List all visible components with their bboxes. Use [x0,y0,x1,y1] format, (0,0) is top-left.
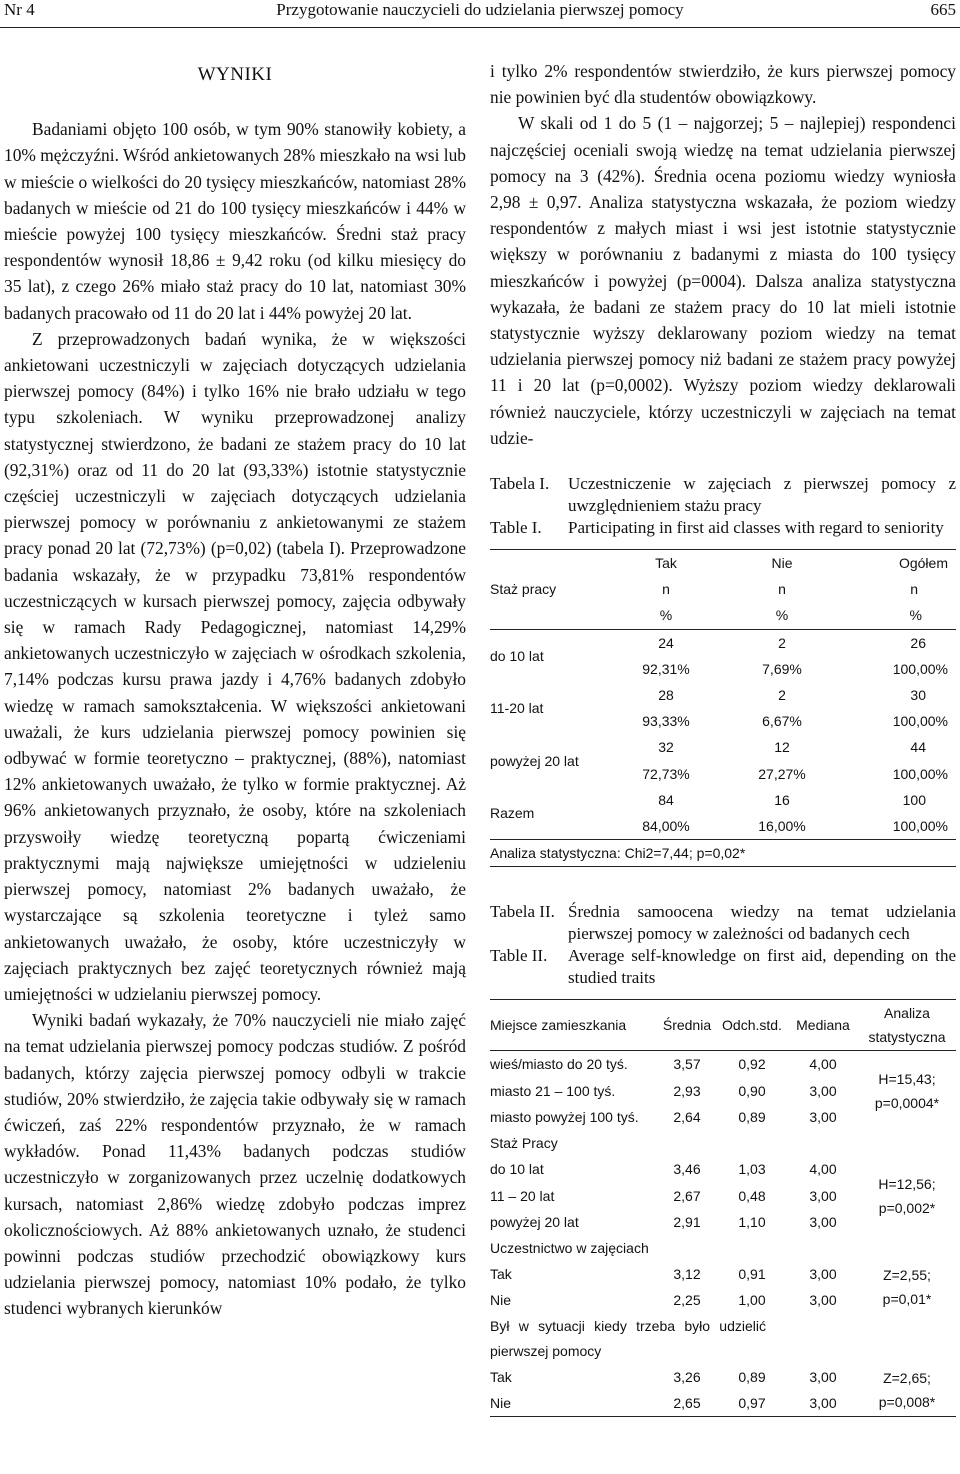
table-cell: miasto 21 – 100 tyś. [490,1082,616,1099]
table-cell: n [910,581,918,598]
stat-value: H=15,43; [878,1070,936,1087]
caption-label: Table I. [490,518,542,538]
row-label: 11-20 lat [490,700,544,717]
table2-body [490,1051,956,1416]
table-cell: n [778,581,786,598]
col-header: Średnia [662,1017,712,1034]
paragraph: i tylko 2% respondentów stwierdziło, że kurs pierwszej pomocy nie powinien być dla studentów obowiązkowy. [490,61,956,108]
caption-text: Średnia samoocena wiedzy na temat udzielania pierwszej pomocy w zależności od badanych cech [568,902,956,944]
table-cell: 2,65 [673,1394,701,1411]
table-cell: powyżej 20 lat [490,1213,579,1230]
header-rule [0,27,960,28]
stat-cell [858,1364,956,1417]
col-header: Tak [655,555,677,572]
table-cell: 44 [910,739,926,756]
table-cell: 26 [910,634,926,651]
left-column [4,62,466,1322]
caption-label: Table II. [490,946,548,966]
table-cell: 2,25 [673,1292,701,1309]
table-row [490,1364,956,1390]
table-cell: 4,00 [809,1056,837,1073]
table-cell: 3,00 [809,1368,837,1385]
table-row [490,629,956,656]
table-cell: 84,00% [642,818,690,835]
col-header: Nie [771,555,793,572]
table-cell: 0,48 [738,1187,766,1204]
table-cell: 6,67% [762,713,802,730]
table-cell: 7,69% [762,660,802,677]
col-header: Mediana [796,1017,850,1034]
table-cell: 84 [658,791,674,808]
stat-cell [858,1156,956,1235]
table-cell: 4,00 [809,1161,837,1178]
table-cell: 3,57 [673,1056,701,1073]
table-cell: 30 [910,687,926,704]
table-cell: wieś/miasto do 20 tyś. [490,1056,628,1073]
table-cell: 100,00% [892,660,948,677]
table-row [490,1051,956,1078]
stat-pvalue: p=0,01* [882,1291,932,1308]
stat-pvalue: p=0,0004* [874,1094,940,1111]
table-cell: 3,00 [809,1082,837,1099]
stat-cell [858,1051,956,1130]
col-header: Ogółem [898,555,948,572]
table-cell: 3,00 [809,1394,837,1411]
table-cell: 100 [902,791,926,808]
table-cell: 100,00% [892,818,948,835]
table-cell: 11 – 20 lat [490,1187,555,1204]
group-title: Uczestnictwo w zajęciach [490,1239,649,1256]
table-cell: % [909,607,922,624]
table-cell: Tak [490,1368,512,1385]
table-cell: 1,00 [738,1292,766,1309]
paragraph: Z przeprowadzonych badań wynika, że w większości ankietowani uczestniczyli w zajęciach dotyczących udzielania pierwszej pomocy (84%) i tylko 16% nie brało udziału w tego typu szkoleniach. W wyniku przeprowadzonej analizy statystycznej stwierdzono, że badani ze stażem pracy do 10 lat (92,31%) oraz od 11 do 20 lat (93,33%) istotnie statystycznie częściej uczestniczyli w zajęciach dotyczących udzielania pierwszej pomocy w porównaniu z ankietowanymi ze stażem pracy ponad 20 lat (72,73%) (p=0,02) (tabela I). Przeprowadzone badania wskazały, że w przypadku 73,81% respondentów uczestniczących w kursach pierwszej pomocy, zajęcia odbywały się w ramach Rady Pedagogicznej, natomiast 14,29% ankietowanych uczestniczyło w zajęciach w ośrodkach szkolenia, 7,14% podczas kursu prawa jazdy i 4,76% badanych zdobyło wiedzę w ramach samokształcenia. W większości ankietowani uważali, że kurs udzielania pierwszej pomocy powinien się odbywać w formie teoretyczno – praktycznej, (88%), natomiast 12% ankietowanych uważało, że tylko w formie praktycznej. Aż 96% ankietowanych przyznało, że osoby, które na szkoleniach przyswoiły wiedzę teoretyczną popartą ćwiczeniami praktycznymi mają największe umiejętności w udzieleniu pierwszej pomocy, natomiast 2% badanych uważało, że wystarczające są szkolenia teoretyczne i tyleż samo ankietowanych uważało, że osoby, które uczestniczyły w zajęciach praktycznych bez zajęć teoretycznych również mają umiejętności w udzielaniu pierwszej pomocy. [4,328,466,1004]
table-row [490,734,956,760]
table-row [490,1156,956,1182]
row-label: powyżej 20 lat [490,752,579,769]
col-header: Analiza statystyczna [868,1005,946,1046]
empty-cell [858,1235,956,1261]
table1-caption [490,473,956,539]
table-cell: 12 [774,739,790,756]
empty-cell [858,1130,956,1156]
table-cell: % [775,607,789,624]
table-cell: 3,00 [809,1266,837,1283]
table-cell: Nie [490,1394,512,1411]
table-cell: 72,73% [642,765,690,782]
table-cell: 2,91 [673,1213,701,1230]
stat-cell [858,1261,956,1313]
table-cell: Nie [490,1292,512,1309]
table-row [490,787,956,813]
stat-value: H=12,56; [878,1175,936,1192]
col-header: Odch.std. [722,1017,782,1034]
stat-pvalue: p=0,008* [878,1393,936,1410]
table-cell: 0,91 [738,1266,766,1283]
table-cell: 2 [778,687,786,704]
table-cell: 1,10 [738,1213,766,1230]
table-cell: 28 [658,687,674,704]
table2-caption [490,901,956,989]
right-column [490,58,956,1417]
group-title-row [490,1314,956,1364]
table-cell: 0,90 [738,1082,766,1099]
paragraph: Wyniki badań wykazały, że 70% nauczycieli nie miało zajęć na temat udzielania pierwszej pomocy podczas studiów. Z pośród badanych, którzy zajęcia pierwszej pomocy odbyli w trakcie studiów, 20% stwierdziło, że zajęcia takie odbywały się w ramach ćwiczeń, zaś 22% respondentów przyznało, że w ramach wykładów. Ponad 11,43% badanych podczas studiów uczestniczyło w zorganizowanych przez uczelnię dodatkowych kursach, natomiast 2,86% wiedzę zdobyło podczas imprez okolicznościowych. Aż 88% ankietowanych uznało, że studenci powinni podczas studiów przechodzić obowiązkowy kurs udzielania pierwszej pomocy, natomiast 10% podało, że tylko studenci wybranych kierunków [4,1010,466,1319]
table2 [490,999,956,1416]
table-cell: 0,89 [738,1108,766,1125]
col-header: Miejsce zamieszkania [490,1017,627,1034]
row-label: Razem [490,804,535,821]
group-title-row [490,1130,956,1156]
stat-value: Z=2,55; [883,1267,931,1284]
table-cell: miasto powyżej 100 tyś. [490,1108,639,1125]
table1 [490,549,956,867]
table-cell: 100,00% [892,713,948,730]
table-cell: 24 [658,634,674,651]
caption-text: Participating in first aid classes with regard to seniority [568,518,944,538]
table-cell: 2,64 [673,1108,701,1125]
row-header: Staż pracy [490,581,557,598]
table-cell: do 10 lat [490,1161,544,1178]
group-title: Staż Pracy [490,1135,558,1152]
table-cell: 3,00 [809,1187,837,1204]
table-row [490,1261,956,1287]
issue-number: Nr 4 [4,0,35,19]
group-title-row [490,1235,956,1261]
page-header [0,0,960,24]
table-cell: 0,89 [738,1368,766,1385]
table-cell: 3,26 [673,1368,701,1385]
paragraph: W skali od 1 do 5 (1 – najgorzej; 5 – najlepiej) respondenci najczęściej oceniali swoją wiedzę na temat udzielania pierwszej pomocy na 3 (42%). Średnia ocena poziomu wiedzy wyniosła 2,98 ± 0,97. Analiza statystyczna wskazała, że poziom wiedzy respondentów z małych miast i wsi jest istotnie statystycznie większy w porównaniu z badanymi z miasta do 100 tysięcy mieszkańców i powyżej (p=0004). Dalsza analiza statystyczna wykazała, że badani ze stażem pracy do 10 lat mieli istotnie statystycznie wyższy deklarowany poziom wiedzy na temat udzielania pierwszej pomocy niż badani ze stażem pracy powyżej 11 i 20 lat (p=0,0002). Wyższy poziom wiedzy deklarowali również nauczyciele, którzy uczestniczyli w zajęciach na temat udzie- [490,113,956,448]
table-cell: 3,12 [673,1266,701,1283]
page-number: 665 [930,0,956,19]
table-cell: 3,00 [809,1213,837,1230]
table-cell: 32 [658,739,674,756]
table1-body [490,629,956,840]
caption-label: Tabela I. [490,474,550,494]
table-cell: n [662,581,670,598]
table-cell: 0,97 [738,1394,766,1411]
table1-footer: Analiza statystyczna: Chi2=7,44; p=0,02* [490,845,746,862]
caption-text: Average self-knowledge on first aid, depending on the studied traits [568,946,956,988]
table-cell: 27,27% [758,765,806,782]
paragraph: Badaniami objęto 100 osób, w tym 90% stanowiły kobiety, a 10% mężczyźni. Wśród ankietowanych 28% mieszkało na wsi lub w mieście o wielkości do 20 tysięcy mieszkańców, natomiast 28% badanych w mieście od 21 do 100 tysięcy mieszkańców i 44% w mieście powyżej 100 tysięcy mieszkańców. Średni staż pracy respondentów wynosił 18,86 ± 9,42 roku (od kilku miesięcy do 35 lat), z czego 26% miało staż pracy do 10 lat, natomiast 30% badanych pracowało od 11 do 20 lat i 44% powyżej 20 lat. [4,119,466,323]
table-cell: 3,00 [809,1292,837,1309]
row-label: do 10 lat [490,647,544,664]
group-title: Był w sytuacji kiedy trzeba było udzielić pierwszej pomocy [490,1317,766,1359]
table-cell: Tak [490,1266,512,1283]
caption-label: Tabela II. [490,902,555,922]
table-cell: 3,46 [673,1161,701,1178]
stat-pvalue: p=0,002* [878,1199,936,1216]
table-cell: 2 [778,634,786,651]
table-cell: 2,67 [673,1187,701,1204]
table-cell: 0,92 [738,1056,766,1073]
table-cell: 2,93 [673,1082,701,1099]
table-cell: % [659,607,673,624]
running-title: Przygotowanie nauczycieli do udzielania pierwszej pomocy [276,0,684,19]
caption-text: Uczestniczenie w zajęciach z pierwszej pomocy z uwzględnieniem stażu pracy [568,474,956,516]
section-title: WYNIKI [197,64,273,85]
table-cell: 100,00% [892,765,948,782]
table-cell: 1,03 [738,1161,766,1178]
table-cell: 3,00 [809,1108,837,1125]
table-row [490,682,956,708]
table-cell: 92,31% [642,660,690,677]
table-cell: 16,00% [758,818,806,835]
table-cell: 16 [774,791,790,808]
stat-value: Z=2,65; [883,1369,931,1386]
table-cell: 93,33% [642,713,690,730]
